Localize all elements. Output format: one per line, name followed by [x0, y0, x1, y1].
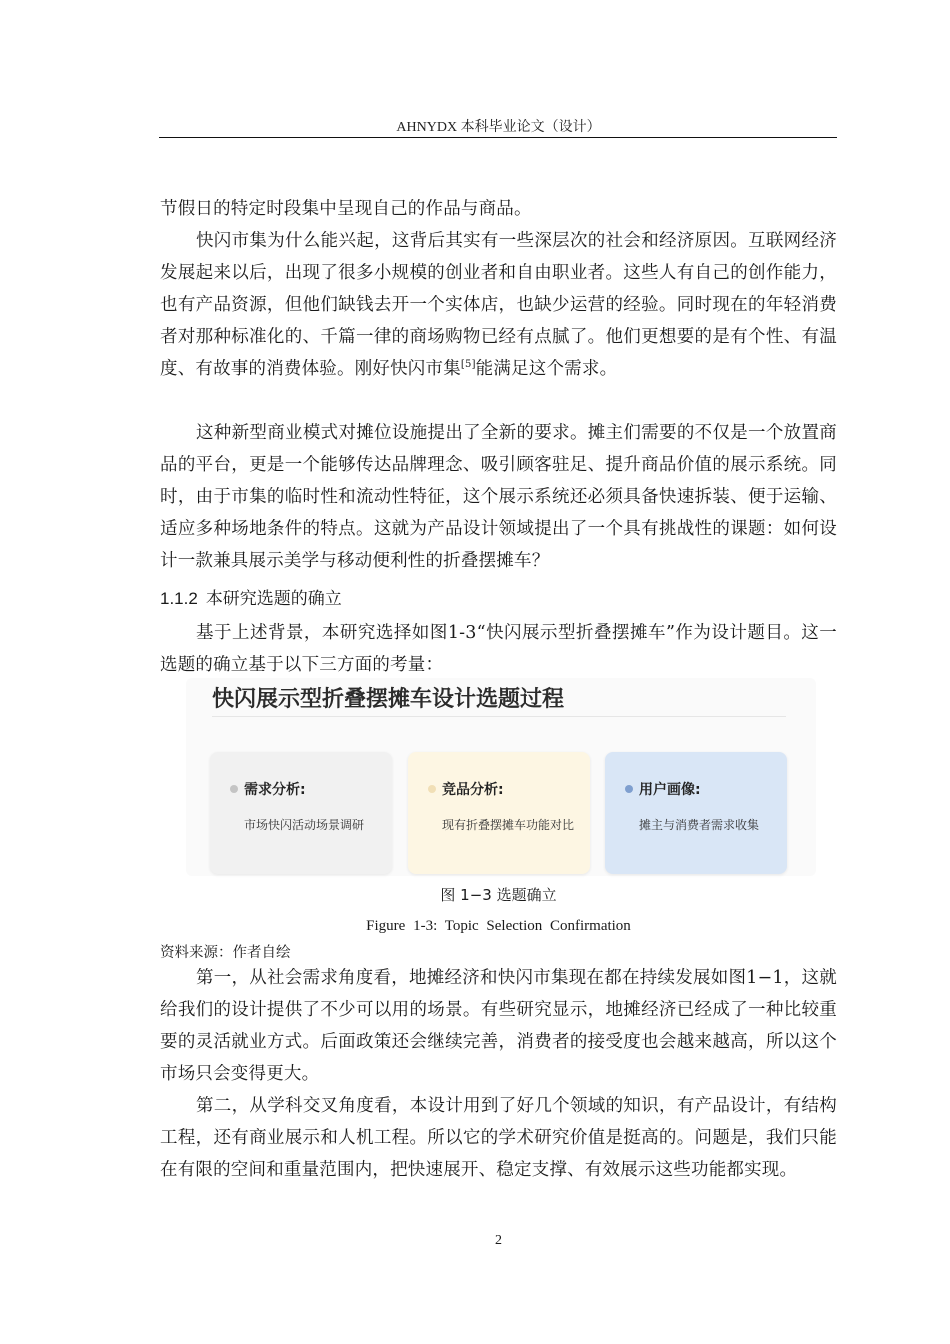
figure-divider: [212, 716, 786, 717]
paragraph-5: 第二，从学科交叉角度看，本设计用到了好几个领域的知识，有产品设计，有结构工程，还有商业展示和人机工程。所以它的学术研究价值是挺高的。问题是，我们只能在有限的空间和重量范围内，把快速展开、稳定支撑、有效展示这些功能都实现。: [160, 1096, 837, 1180]
section-heading: [160, 584, 342, 609]
bullet-dot-icon: [428, 785, 436, 793]
card-competitor-analysis: [408, 752, 590, 874]
page-number: 2: [495, 1233, 502, 1248]
figure-caption-cn: 图 1−3 选题确立: [440, 886, 557, 904]
paragraph-1: [160, 225, 837, 385]
card-title: 竞品分析:: [442, 782, 504, 798]
card-demand-analysis: [210, 752, 392, 874]
paragraph-2: 这种新型商业模式对摊位设施提出了全新的要求。摊主们需要的不仅是一个放置商品的平台，更是一个能够传达品牌理念、吸引顾客驻足、提升商品价值的展示系统。同时，由于市集的临时性和流动性特征，这个展示系统还必须具备快速拆装、便于运输、适应多种场地条件的特点。这就为产品设计领域提出了一个具有挑战性的课题：如何设计一款兼具展示美学与移动便利性的折叠摆摊车？: [160, 423, 837, 571]
card-description: 摊主与消费者需求收集: [639, 818, 760, 832]
citation-5[interactable]: [5]: [460, 359, 476, 371]
card-description: 现有折叠摆摊车功能对比: [442, 818, 575, 832]
section-title: 本研究选题的确立: [205, 589, 342, 609]
paragraph-continued: 节假日的特定时段集中呈现自己的作品与商品。: [160, 199, 532, 219]
paragraph-1-text-b: 能满足这个需求。: [475, 359, 618, 379]
figure-title: 快闪展示型折叠摆摊车设计选题过程: [212, 687, 565, 712]
header-rule: [159, 137, 837, 138]
page-header: AHNYDX 本科毕业论文（设计）: [396, 120, 601, 135]
paragraph-3: 基于上述背景，本研究选择如图1-3“快闪展示型折叠摆摊车”作为设计题目。这一选题的确立基于以下三方面的考量：: [160, 623, 837, 675]
bullet-dot-icon: [625, 785, 633, 793]
card-user-persona: [605, 752, 787, 874]
card-title: 用户画像:: [639, 782, 701, 798]
bullet-dot-icon: [230, 785, 238, 793]
paragraph-4: 第一，从社会需求角度看，地摊经济和快闪市集现在都在持续发展如图1−1，这就给我们的设计提供了不少可以用的场景。有些研究显示，地摊经济已经成了一种比较重要的灵活就业方式。后面政策还会继续完善，消费者的接受度也会越来越高，所以这个市场只会变得更大。: [160, 968, 837, 1084]
card-title: 需求分析:: [244, 782, 306, 798]
figure-caption-en: Figure 1-3: Topic Selection Confirmation: [366, 918, 631, 934]
figure-1-3: [186, 678, 816, 876]
card-description: 市场快闪活动场景调研: [244, 818, 365, 832]
figure-source: 资料来源：作者自绘: [160, 945, 291, 961]
paragraph-1-text-a: 快闪市集为什么能兴起，这背后其实有一些深层次的社会和经济原因。互联网经济发展起来以后，出现了很多小规模的创业者和自由职业者。这些人有自己的创作能力，也有产品资源，但他们缺钱去开一个实体店，也缺少运营的经验。同时现在的年轻消费者对那种标准化的、千篇一律的商场购物已经有点腻了。他们更想要的是有个性、有温度、有故事的消费体验。刚好快闪市集: [160, 231, 837, 379]
section-number: 1.1.2: [160, 589, 198, 608]
